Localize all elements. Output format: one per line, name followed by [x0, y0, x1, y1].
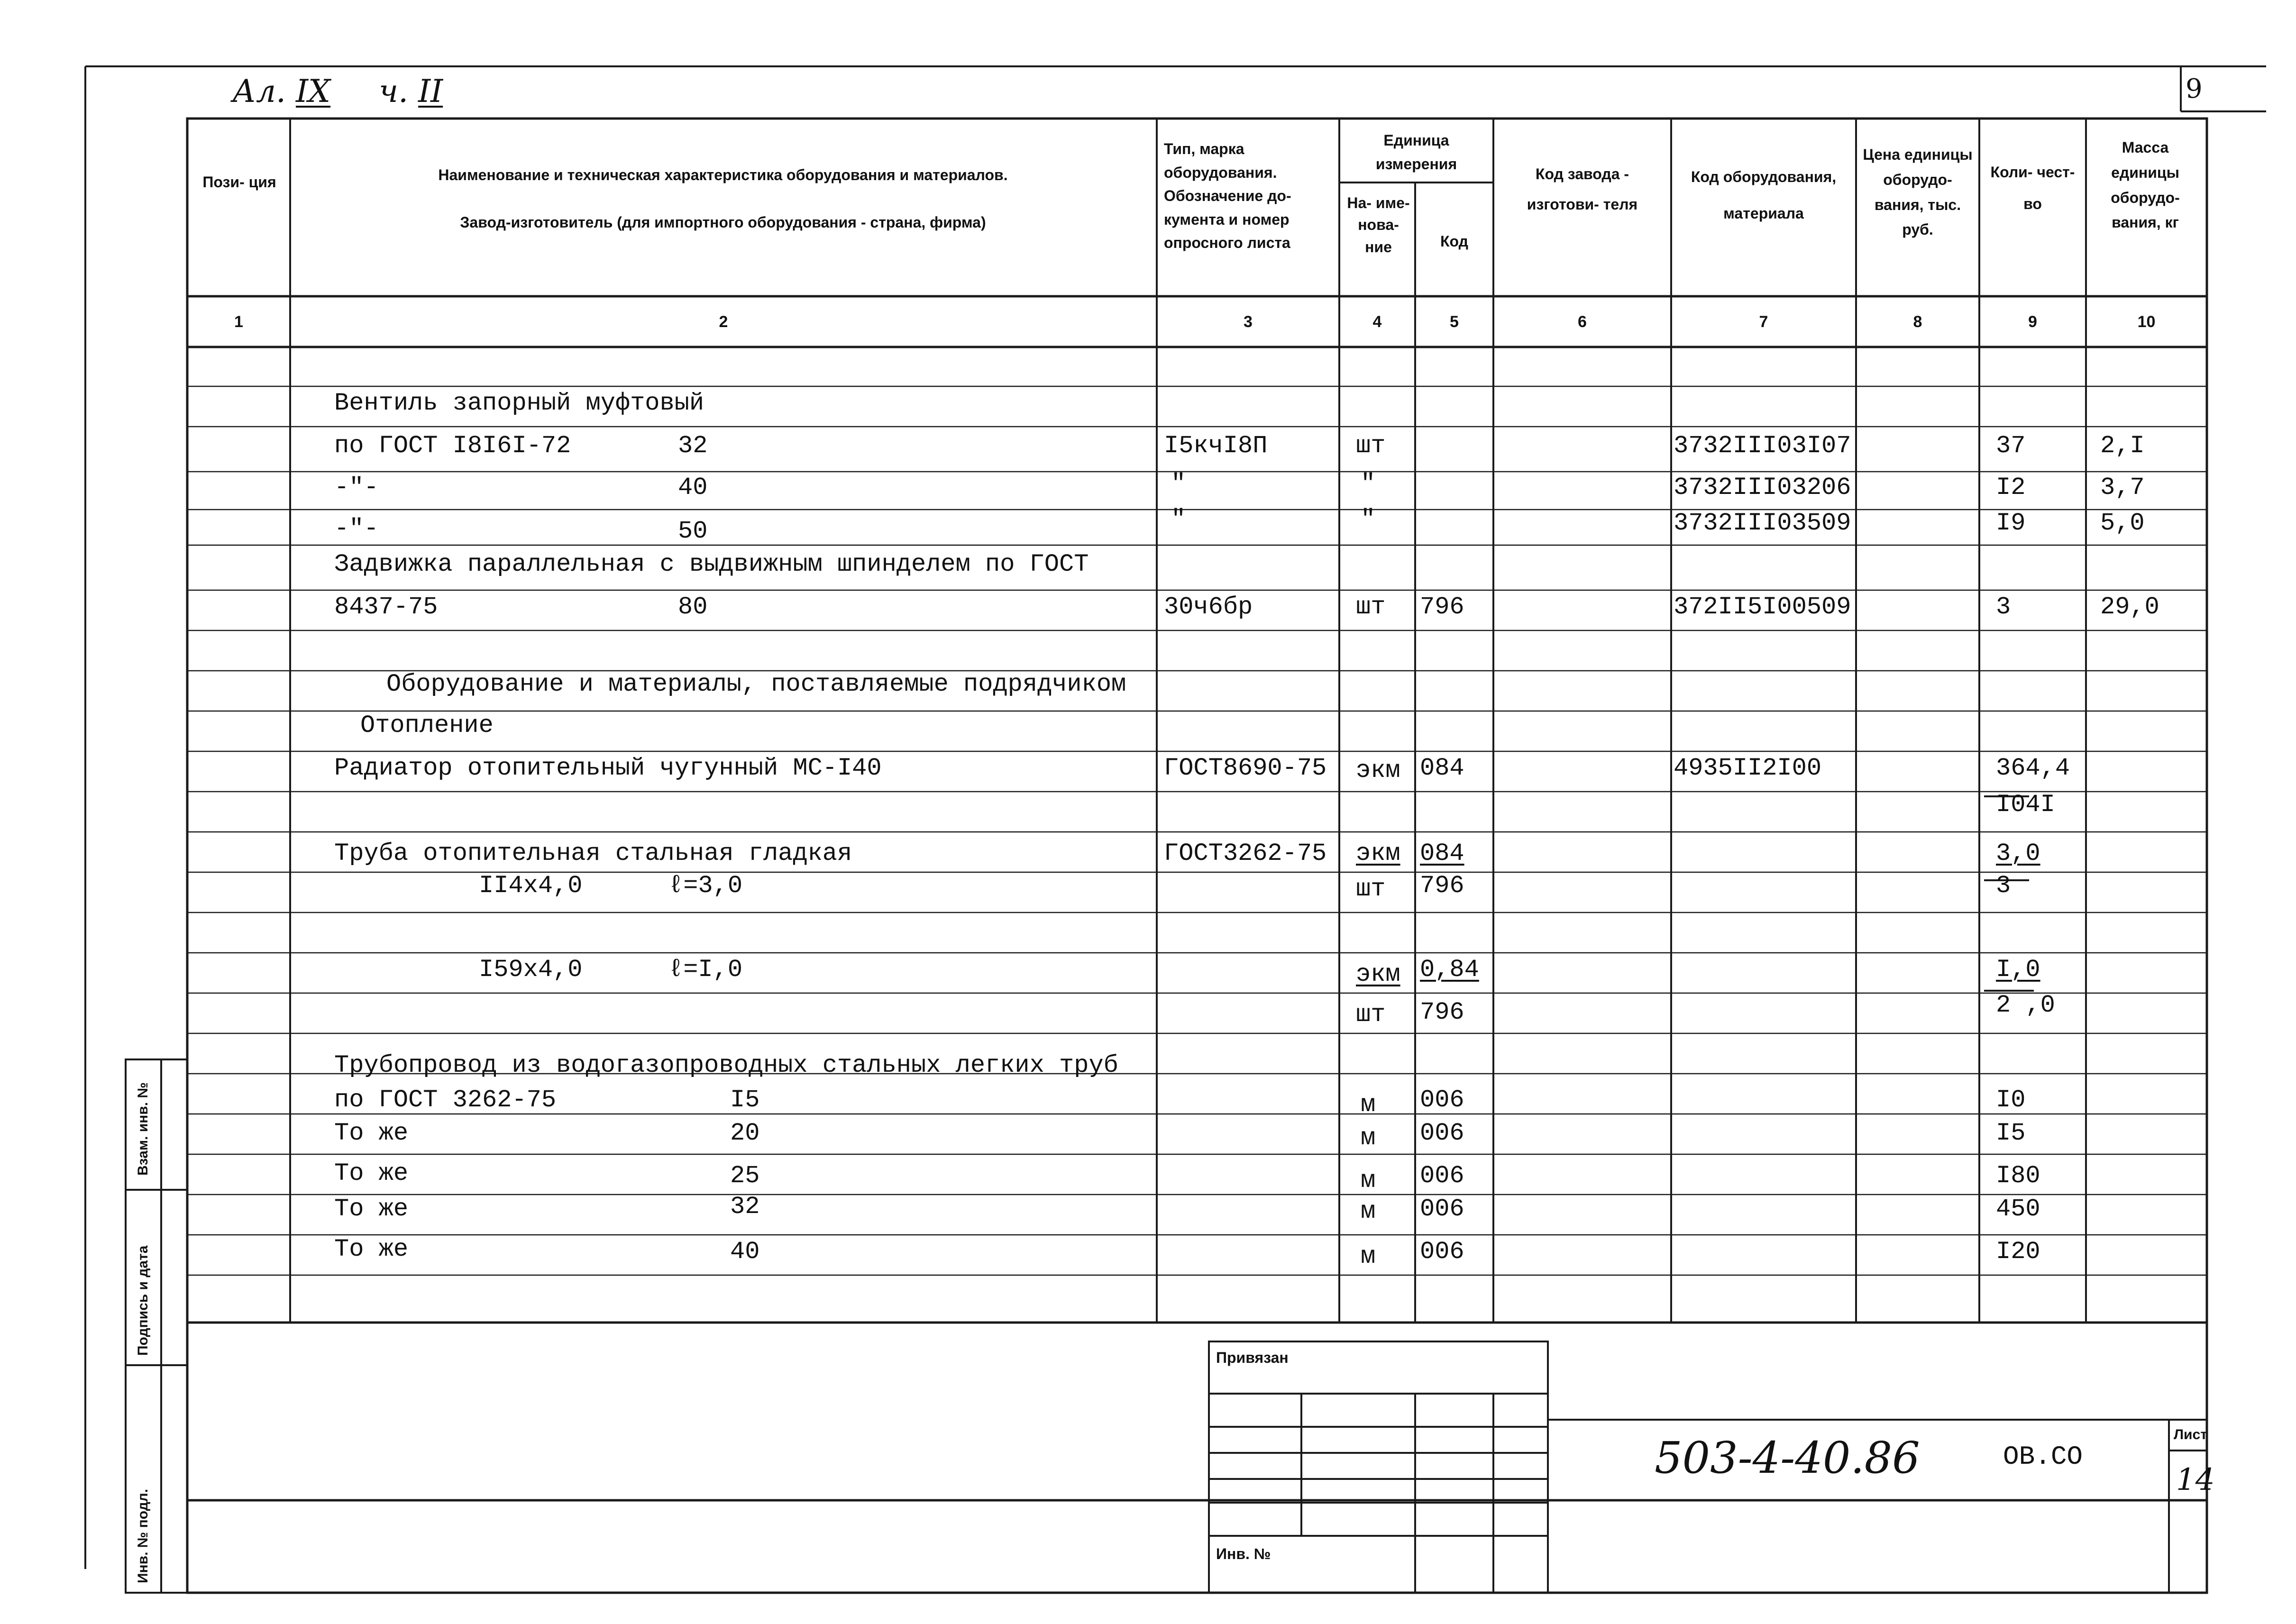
item-size: 80	[678, 593, 708, 621]
column-number-1: 1	[234, 313, 243, 331]
item-quantity: I80	[1996, 1162, 2040, 1190]
column-number-5: 5	[1450, 313, 1459, 331]
item-unit: м	[1361, 1242, 1376, 1270]
item-unit: "	[1361, 505, 1376, 533]
header-mass: Масса единицы оборудо- вания, кг	[2111, 139, 2180, 231]
header-equipment-code: Код оборудования, материала	[1691, 168, 1837, 222]
item-name: по ГОСТ I8I6I-72	[334, 432, 571, 460]
item-unit-code: 006	[1420, 1119, 1464, 1147]
sheet-number: 14	[2176, 1462, 2215, 1497]
item-size: 32	[678, 432, 708, 460]
item-type: ГОСТ8690-75	[1164, 754, 1327, 782]
item-quantity: I5	[1996, 1119, 2026, 1147]
header-unit-group: Единица измерения	[1375, 132, 1457, 173]
item-unit-code: 796	[1420, 998, 1464, 1026]
item-name: I59x4,0	[479, 956, 583, 984]
column-number-7: 7	[1759, 313, 1768, 331]
column-number-4: 4	[1372, 313, 1382, 331]
item-unit: шт	[1356, 1001, 1386, 1029]
item-name: То же	[334, 1119, 409, 1147]
item-size: 32	[730, 1193, 760, 1221]
item-length: ℓ=3,0	[668, 872, 743, 900]
album-number: IX	[295, 73, 331, 109]
item-unit: м	[1361, 1197, 1376, 1225]
side-label-replaced-inv: Взам. инв. №	[135, 1082, 151, 1176]
item-unit-code: 006	[1420, 1195, 1464, 1223]
item-name: Задвижка параллельная с выдвижным шпинделем по ГОСТ	[334, 550, 1089, 578]
item-unit-code: 796	[1420, 593, 1464, 621]
item-size: I5	[730, 1086, 760, 1114]
item-unit: экм	[1356, 960, 1400, 988]
page-mark: 9	[2186, 73, 2203, 104]
item-name: То же	[334, 1235, 409, 1263]
item-size: 50	[678, 517, 708, 545]
header-unit-name: На- име- нова- ние	[1347, 194, 1410, 255]
column-number-9: 9	[2028, 313, 2037, 331]
item-name: Радиатор отопительный чугунный МС-I40	[334, 754, 882, 782]
item-equipment-code: 3732III03I07	[1674, 432, 1851, 460]
album-label: Ал.	[232, 73, 286, 109]
column-number-10: 10	[2137, 313, 2156, 331]
item-mass: 2,I	[2100, 432, 2145, 460]
item-quantity: 2 ,0	[1996, 991, 2055, 1019]
item-length: ℓ=I,0	[668, 956, 743, 984]
item-unit-code: 006	[1420, 1086, 1464, 1114]
item-unit: экм	[1356, 839, 1400, 867]
item-name: Труба отопительная стальная гладкая	[334, 839, 852, 867]
item-unit-code: 084	[1420, 839, 1464, 867]
item-quantity: 3,0	[1996, 839, 2040, 867]
item-type: ГОСТ3262-75	[1164, 839, 1327, 867]
section-heading: Отопление	[360, 712, 494, 739]
item-unit: шт	[1356, 875, 1386, 903]
item-name: То же	[334, 1159, 409, 1187]
item-unit-code: 0,84	[1420, 956, 1479, 984]
sheet-marker	[232, 73, 443, 109]
item-quantity: 450	[1996, 1195, 2040, 1223]
item-type: "	[1171, 505, 1186, 533]
item-unit: м	[1361, 1091, 1376, 1119]
side-label-signature-date: Подпись и дата	[135, 1245, 151, 1356]
item-unit: м	[1361, 1167, 1376, 1195]
header-type: Тип, марка оборудования. Обозначение до- кумента и номер опросного листа	[1164, 140, 1291, 252]
item-unit-code: 006	[1420, 1238, 1464, 1266]
item-quantity: 3	[1996, 872, 2011, 900]
stamp-linked-label: Привязан	[1216, 1349, 1289, 1366]
header-name-line1: Наименование и техническая характеристика оборудования и материалов.	[438, 166, 1008, 183]
item-name: 8437-75	[334, 593, 438, 621]
document-number: 503-4-40.86	[1655, 1432, 1920, 1483]
item-quantity: I9	[1996, 509, 2026, 537]
item-quantity: 364,4	[1996, 754, 2070, 782]
item-mass: 29,0	[2100, 593, 2159, 621]
column-number-3: 3	[1244, 313, 1253, 331]
item-name: То же	[334, 1195, 409, 1223]
side-label-original-inv: Инв. № подл.	[135, 1488, 151, 1583]
header-price: Цена единицы оборудо- вания, тыс. руб.	[1863, 146, 1973, 238]
column-number-8: 8	[1913, 313, 1922, 331]
item-name: по ГОСТ 3262-75	[334, 1086, 557, 1114]
item-mass: 5,0	[2100, 509, 2145, 537]
item-quantity: I20	[1996, 1238, 2040, 1266]
item-equipment-code: 3732III03206	[1674, 474, 1851, 502]
item-mass: 3,7	[2100, 474, 2145, 502]
item-equipment-code: 4935II2I00	[1674, 754, 1822, 782]
item-unit: м	[1361, 1124, 1376, 1152]
part-number: II	[418, 73, 443, 109]
item-size: 40	[730, 1238, 760, 1266]
item-equipment-code: 372II5I00509	[1674, 593, 1851, 621]
item-size: 25	[730, 1162, 760, 1190]
item-quantity: I0	[1996, 1086, 2026, 1114]
header-maker-code: Код завода - изготови- теля	[1527, 165, 1638, 213]
header-unit-code: Код	[1440, 233, 1468, 250]
item-quantity-total: I04I	[1996, 791, 2055, 819]
item-size: 40	[678, 474, 708, 502]
column-number-6: 6	[1578, 313, 1587, 331]
item-unit: "	[1361, 470, 1376, 498]
item-name: Вентиль запорный муфтовый	[334, 389, 704, 417]
header-quantity: Коли- чест- во	[1990, 164, 2075, 213]
item-type: I5кчI8П	[1164, 432, 1268, 460]
item-quantity: I,0	[1996, 956, 2040, 984]
item-unit-code: 084	[1420, 754, 1464, 782]
item-name: -"-	[334, 474, 379, 502]
column-number-2: 2	[719, 313, 728, 331]
item-unit-code: 796	[1420, 872, 1464, 900]
item-quantity: 37	[1996, 432, 2026, 460]
document-code: ОВ.СО	[2003, 1442, 2083, 1472]
item-name: -"-	[334, 515, 379, 543]
item-size: 20	[730, 1119, 760, 1147]
item-unit: шт	[1356, 432, 1386, 460]
item-equipment-code: 3732III03509	[1674, 509, 1851, 537]
item-type: 30ч6бр	[1164, 593, 1253, 621]
item-unit-code: 006	[1420, 1162, 1464, 1190]
sheet-label: Лист	[2174, 1427, 2207, 1442]
item-name: II4x4,0	[479, 872, 583, 900]
item-quantity: I2	[1996, 474, 2026, 502]
item-type: "	[1171, 470, 1186, 498]
part-label: ч.	[379, 73, 409, 109]
item-unit: шт	[1356, 593, 1386, 621]
item-name: Трубопровод из водогазопроводных стальных легких труб	[334, 1051, 1118, 1079]
header-position: Пози- ция	[202, 173, 276, 191]
item-quantity: 3	[1996, 593, 2011, 621]
header-name-line2: Завод-изготовитель (для импортного оборудования - страна, фирма)	[460, 214, 986, 231]
item-unit: экм	[1356, 757, 1400, 785]
stamp-inventory-label: Инв. №	[1216, 1545, 1271, 1562]
section-heading: Оборудование и материалы, поставляемые подрядчиком	[386, 670, 1126, 698]
